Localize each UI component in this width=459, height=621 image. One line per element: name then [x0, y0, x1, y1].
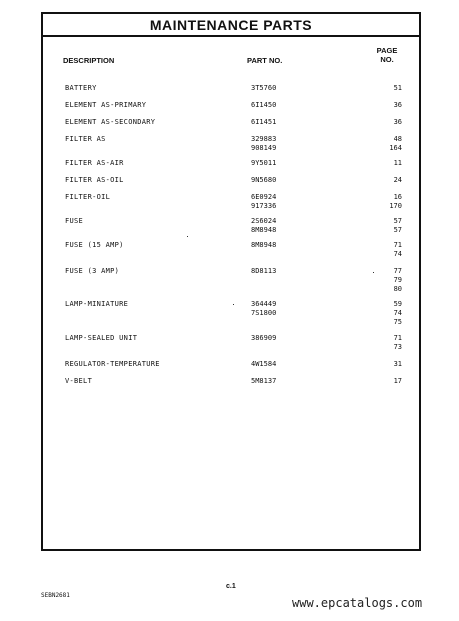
page-number: 57 — [393, 217, 402, 225]
row-part-numbers — [251, 84, 276, 93]
row-part-numbers — [251, 101, 276, 110]
header-page-line2: NO. — [380, 55, 394, 64]
part-number: 8D8113 — [251, 267, 277, 275]
row-description: FILTER AS-OIL — [65, 176, 124, 184]
page-reference: c.1 — [226, 583, 236, 590]
row-page-numbers — [389, 193, 402, 211]
part-number: 7S1800 — [251, 309, 277, 317]
part-number: 5M8137 — [251, 377, 277, 385]
part-number: 6I1451 — [251, 118, 277, 126]
row-description: FILTER AS-AIR — [65, 159, 124, 167]
part-number: 329883 — [251, 135, 277, 143]
row-part-numbers — [251, 159, 276, 168]
row-part-numbers — [251, 241, 276, 250]
row-description: FUSE (3 AMP) — [65, 267, 120, 275]
row-description: LAMP-MINIATURE — [65, 300, 129, 308]
document-code: SEBN2681 — [41, 592, 70, 599]
row-page-numbers — [394, 241, 402, 259]
row-description: BATTERY — [65, 84, 97, 92]
page-number: 73 — [393, 343, 402, 351]
page-number: 36 — [393, 118, 402, 126]
header-part-no: PART NO. — [247, 56, 283, 65]
row-part-numbers — [251, 334, 276, 343]
page-number: 51 — [393, 84, 402, 92]
part-number: 6I1450 — [251, 101, 277, 109]
row-page-numbers — [394, 159, 402, 168]
row-page-numbers — [389, 135, 402, 153]
speck — [233, 304, 234, 305]
speck — [373, 272, 374, 273]
page-number: 59 — [393, 300, 402, 308]
page-number: 77 — [393, 267, 402, 275]
page-number: 75 — [393, 318, 402, 326]
row-description: ELEMENT AS-PRIMARY — [65, 101, 147, 109]
page-number: 71 — [393, 241, 402, 249]
header-page-line1: PAGE — [376, 46, 398, 55]
part-number: 6E0924 — [251, 193, 277, 201]
page-number: 71 — [393, 334, 402, 342]
page-title: MAINTENANCE PARTS — [149, 16, 313, 33]
header-description: DESCRIPTION — [63, 56, 115, 65]
row-page-numbers — [394, 118, 402, 127]
header-page-no — [372, 46, 402, 64]
row-part-numbers — [251, 360, 276, 369]
part-number: 908149 — [251, 144, 277, 152]
row-page-numbers — [394, 300, 402, 327]
row-description: FUSE (15 AMP) — [65, 241, 124, 249]
row-part-numbers — [251, 217, 276, 235]
row-description: ELEMENT AS-SECONDARY — [65, 118, 156, 126]
row-description: FILTER AS — [65, 135, 106, 143]
parts-table-frame — [41, 12, 421, 551]
part-number: 2S6024 — [251, 217, 277, 225]
page-number: 24 — [393, 176, 402, 184]
row-page-numbers — [394, 84, 402, 93]
row-part-numbers — [251, 135, 276, 153]
page-number: 170 — [389, 202, 402, 210]
page-number: 31 — [393, 360, 402, 368]
part-number: 3T5760 — [251, 84, 277, 92]
row-part-numbers — [251, 300, 276, 318]
row-description: FUSE — [65, 217, 84, 225]
page-number: 164 — [389, 144, 402, 152]
part-number: 386909 — [251, 334, 277, 342]
row-description: FILTER-OIL — [65, 193, 111, 201]
page-number: 74 — [393, 309, 402, 317]
row-page-numbers — [394, 176, 402, 185]
part-number: 8M8948 — [251, 241, 277, 249]
part-number: 9N5680 — [251, 176, 277, 184]
row-description: REGULATOR-TEMPERATURE — [65, 360, 160, 368]
part-number: 364449 — [251, 300, 277, 308]
row-page-numbers — [394, 217, 402, 235]
page-number: 16 — [393, 193, 402, 201]
speck — [187, 236, 188, 237]
page-number: 57 — [393, 226, 402, 234]
row-part-numbers — [251, 267, 276, 276]
page-number: 74 — [393, 250, 402, 258]
page-number: 17 — [393, 377, 402, 385]
row-part-numbers — [251, 377, 276, 386]
page-number: 36 — [393, 101, 402, 109]
row-page-numbers — [394, 334, 402, 352]
part-number: 8M8948 — [251, 226, 277, 234]
part-number: 9Y5011 — [251, 159, 277, 167]
row-page-numbers — [394, 267, 402, 294]
title-band — [43, 14, 419, 37]
row-part-numbers — [251, 118, 276, 127]
row-part-numbers — [251, 176, 276, 185]
row-part-numbers — [251, 193, 276, 211]
row-page-numbers — [394, 377, 402, 386]
part-number: 4W1584 — [251, 360, 277, 368]
part-number: 917336 — [251, 202, 277, 210]
row-page-numbers — [394, 101, 402, 110]
page-number: 11 — [393, 159, 402, 167]
row-description: V-BELT — [65, 377, 93, 385]
row-description: LAMP-SEALED UNIT — [65, 334, 138, 342]
page-number: 80 — [393, 285, 402, 293]
page-number: 79 — [393, 276, 402, 284]
page-number: 48 — [393, 135, 402, 143]
row-page-numbers — [394, 360, 402, 369]
watermark: www.epcatalogs.com — [292, 596, 423, 610]
